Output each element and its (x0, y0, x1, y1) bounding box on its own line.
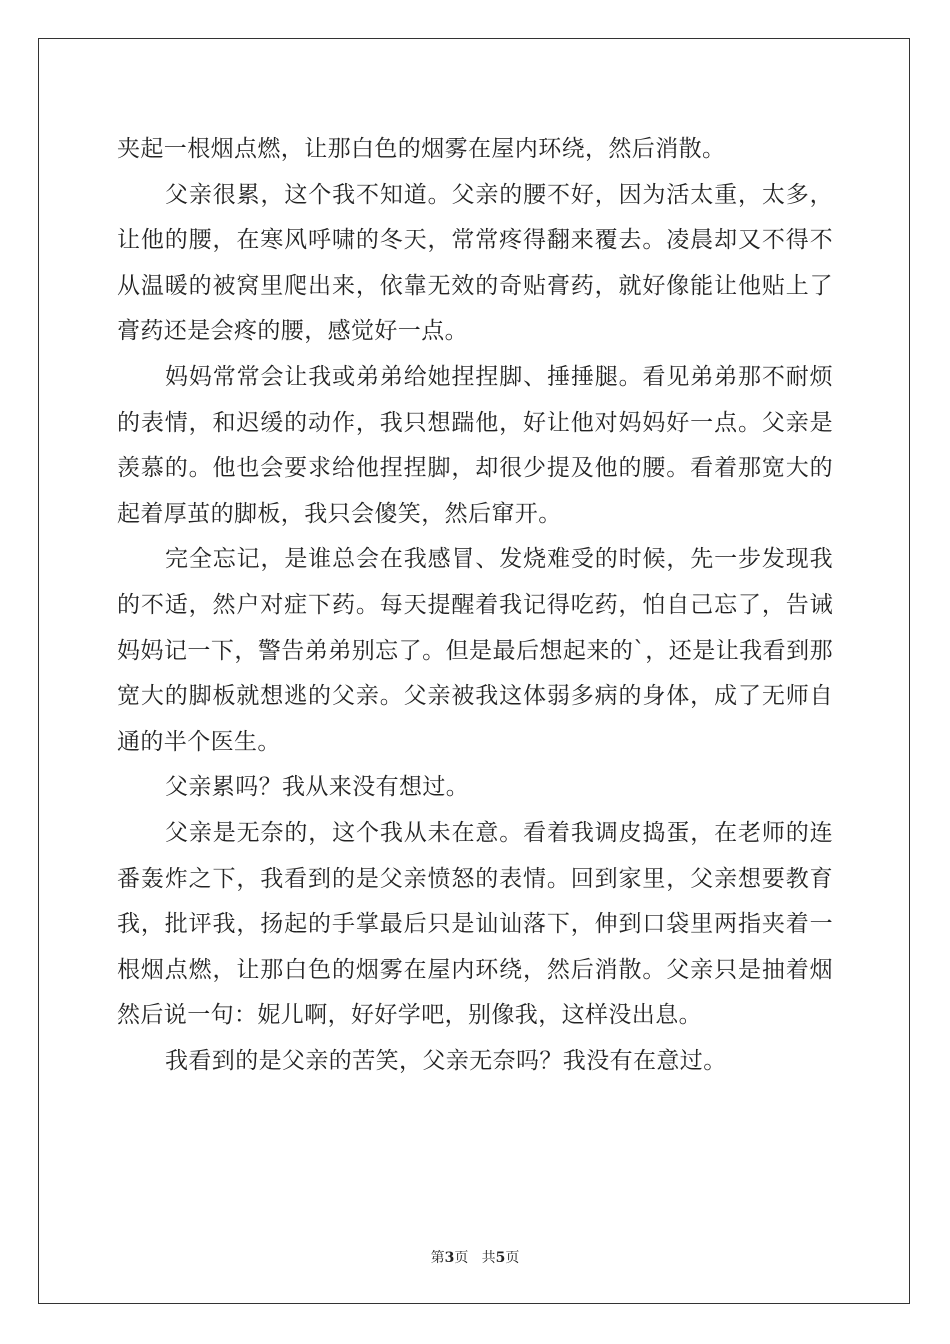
footer-page-suffix: 页 (454, 1250, 469, 1266)
current-page-number: 3 (444, 1250, 455, 1266)
footer-total-suffix: 页 (505, 1250, 520, 1266)
footer-total-prefix: 共 (481, 1250, 496, 1266)
paragraph: 我看到的是父亲的苦笑，父亲无奈吗？我没有在意过。 (165, 1047, 727, 1074)
paragraph: 完全忘记，是谁总会在我感冒、发烧难受的时候，先一步发现我的不适，然户对症下药。每天提醒着我记得吃药，怕自己忘了，告诫妈妈记一下，警告弟弟别忘了。但是最后想起来的`，还是让我看到那宽大的脚板就想逃的父亲。父亲被我这体弱多病的身体，成了无师自通的半个医生。 (117, 546, 833, 755)
paragraph: 父亲很累，这个我不知道。父亲的腰不好，因为活太重，太多，让他的腰，在寒风呼啸的冬天，常常疼得翻来覆去。凌晨却又不得不从温暖的被窝里爬出来，依靠无效的奇贴膏药，就好像能让他贴上了膏药还是会疼的腰，感觉好一点。 (117, 181, 833, 345)
paragraph: 妈妈常常会让我或弟弟给她捏捏脚、捶捶腿。看见弟弟那不耐烦的表情，和迟缓的动作，我只想踹他，好让他对妈妈好一点。父亲是羡慕的。他也会要求给他捏捏脚，却很少提及他的腰。看着那宽大的起着厚茧的脚板，我只会傻笑，然后窜开。 (117, 363, 833, 527)
total-page-count: 5 (495, 1250, 506, 1266)
page-footer (0, 1247, 950, 1267)
paragraph: 父亲是无奈的，这个我从未在意。看着我调皮捣蛋，在老师的连番轰炸之下，我看到的是父亲愤怒的表情。回到家里，父亲想要教育我，批评我，扬起的手掌最后只是讪讪落下，伸到口袋里两指夹着一根烟点燃，让那白色的烟雾在屋内环绕，然后消散。父亲只是抽着烟然后说一句：妮儿啊，好好学吧，别像我，这样没出息。 (117, 819, 833, 1029)
paragraph: 父亲累吗？我从来没有想过。 (165, 774, 470, 801)
document-body (117, 127, 833, 1084)
footer-prefix: 第 (430, 1250, 445, 1266)
paragraph-continuation: 夹起一根烟点燃，让那白色的烟雾在屋内环绕，然后消散。 (117, 136, 726, 162)
